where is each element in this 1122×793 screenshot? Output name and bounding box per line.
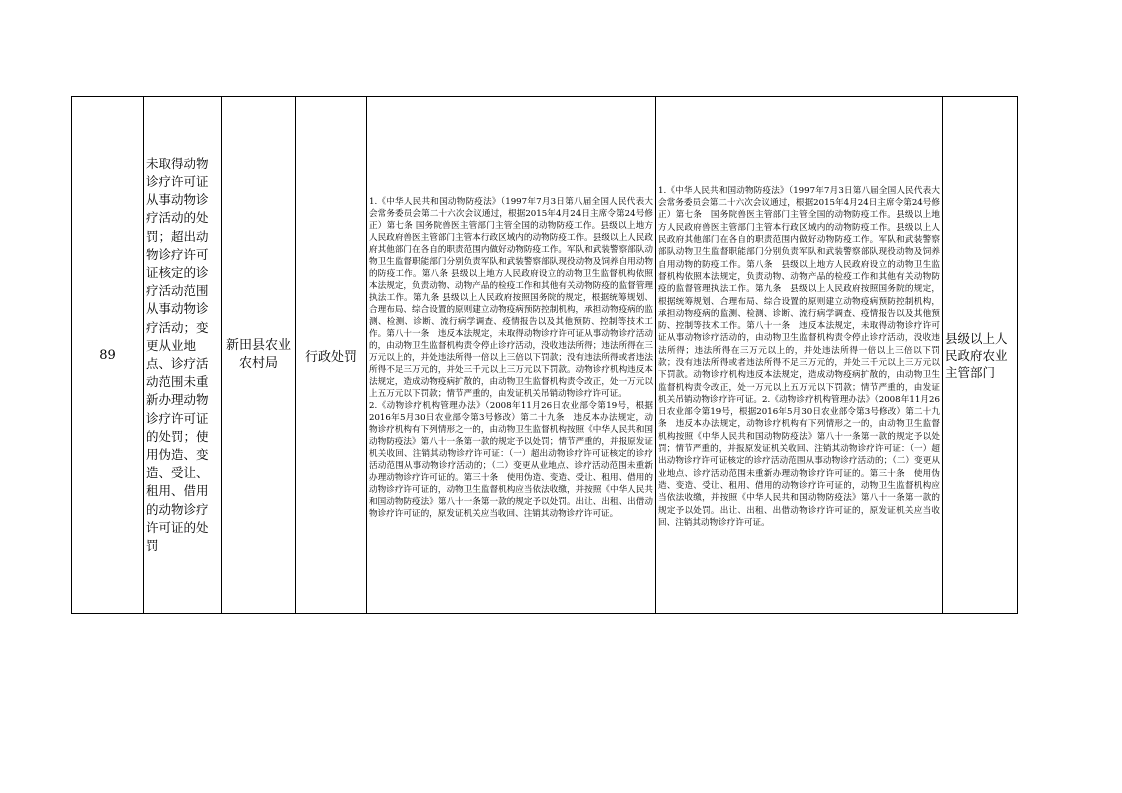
row-number-cell bbox=[72, 97, 144, 614]
legal-basis-cell bbox=[367, 97, 656, 614]
implementation-basis-cell bbox=[656, 97, 943, 614]
power-type-cell bbox=[296, 97, 367, 614]
implementation-basis-text-wrap bbox=[658, 181, 940, 529]
authority-cell bbox=[943, 97, 1018, 614]
legal-basis-text-wrap bbox=[369, 190, 653, 520]
table-row bbox=[72, 97, 1018, 614]
item-name-cell bbox=[144, 97, 222, 614]
row-number: 89 bbox=[99, 347, 116, 363]
department-cell bbox=[222, 97, 296, 614]
legal-basis-text: 1.《中华人民共和国动物防疫法》（1997年7月3日第八届全国人民代表大会常务委员会第二十六次会议通过，根据2015年4月24日主席令第24号修正）第七条 国务院兽医主管部门主管全国的动物防疫工作。县级以上地方人民政府兽医主管部门主管本行政区域内的动物防疫工作。县级以上人民政府其他部门在各自的职责范围内做好动物防疫工作。军队和武装警察部队动物卫生监督职能部门分别负责军队和武装警察部队现役动物及饲养自用动物的防疫工作。第八条 县级以上地方人民政府设立的动物卫生监督机构依照本法规定，负责动物、动物产品的检疫工作和其他有关动物防疫的监督管理执法工作。第九条 县级以上人民政府按照国务院的规定，根据统筹规划、合理布局、综合设置的原则建立动物疫病预防控制机构，承担动物疫病的监测、检测、诊断、流行病学调查、疫情报告以及其他预防、控制等技术工作。第八十一条 违反本法规定，未取得动物诊疗许可证从事动物诊疗活动的，由动物卫生监督机构责令停止诊疗活动，没收违法所得；违法所得在三万元以上的，并处违法所得一倍以上三倍以下罚款；没有违法所得或者违法所得不足三万元的，并处三千元以上三万元以下罚款。动物诊疗机构违反本法规定，造成动物疫病扩散的，由动物卫生监督机构责令改正，处一万元以上五万元以下罚款；情节严重的，由发证机关吊销动物诊疗许可证。 2.《动物诊疗机构管理办法》（2008年11月26日农业部令第19号，根据2016年5月30日农业部令第3号修改）第二十九条 违反本办法规定，动物诊疗机构有下列情形之一的，由动物卫生监督机构按照《中华人民共和国动物防疫法》第八十一条第一款的规定予以处罚；情节严重的，并报原发证机关收回、注销其动物诊疗许可证：（一）超出动物诊疗许可证核定的诊疗活动范围从事动物诊疗活动的；（二）变更从业地点、诊疗活动范围未重新办理动物诊疗许可证的。第三十条 使用伪造、变造、受让、租用、借用的动物诊疗许可证的，动物卫生监督机构应当依法收缴，并按照《中华人民共和国动物防疫法》第八十一条第一款的规定予以处罚。出让、出租、出借动物诊疗许可证的，原发证机关应当收回、注销其动物诊疗许可证。 bbox=[369, 197, 653, 519]
department-name: 新田县农业农村局 bbox=[225, 338, 291, 371]
item-name: 未取得动物诊疗许可证从事动物诊疗活动的处罚；超出动物诊疗许可证核定的诊疗活动范围从事动物诊疗活动；变更从业地点、诊疗活动范围未重新办理动物诊疗许可证的处罚；使用伪造、变造、受让、租用、借用的动物诊疗许可证的处罚 bbox=[146, 155, 209, 554]
power-list-table bbox=[71, 96, 1018, 614]
power-type: 行政处罚 bbox=[304, 349, 357, 365]
implementation-basis-text: 1.《中华人民共和国动物防疫法》（1997年7月3日第八届全国人民代表大会常务委员会第二十六次会议通过，根据2015年4月24日主席令第24号修正）第七条 国务院兽医主管部门主管全国的动物防疫工作。县级以上地方人民政府兽医主管部门主管本行政区域内的动物防疫工作。县级以上人民政府其他部门在各自的职责范围内做好动物防疫工作。军队和武装警察部队动物卫生监督职能部门分别负责军队和武装警察部队现役动物及饲养自用动物的防疫工作。第八条 县级以上地方人民政府设立的动物卫生监督机构依照本法规定，负责动物、动物产品的检疫工作和其他有关动物防疫的监督管理执法工作。第九条 县级以上人民政府按照国务院的规定，根据统筹规划、合理布局、综合设置的原则建立动物疫病预防控制机构，承担动物疫病的监测、检测、诊断、流行病学调查、疫情报告以及其他预防、控制等技术工作。第八十一条 违反本法规定，未取得动物诊疗许可证从事动物诊疗活动的，由动物卫生监督机构责令停止诊疗活动，没收违法所得；违法所得在三万元以上的，并处违法所得一倍以上三倍以下罚款；没有违法所得或者违法所得不足三万元的，并处三千元以上三万元以下罚款。动物诊疗机构违反本法规定，造成动物疫病扩散的，由动物卫生监督机构责令改正，处一万元以上五万元以下罚款；情节严重的，由发证机关吊销动物诊疗许可证。2.《动物诊疗机构管理办法》（2008年11月26日农业部令第19号，根据2016年5月30日农业部令第3号修改）第二十九条 违反本办法规定，动物诊疗机构有下列情形之一的，由动物卫生监督机构按照《中华人民共和国动物防疫法》第八十一条第一款的规定予以处罚；情节严重的，并报原发证机关收回、注销其动物诊疗许可证：（一）超出动物诊疗许可证核定的诊疗活动范围从事动物诊疗活动的；（二）变更从业地点、诊疗活动范围未重新办理动物诊疗许可证的。第三十条 使用伪造、变造、受让、租用、借用的动物诊疗许可证的，动物卫生监督机构应当依法收缴，并按照《中华人民共和国动物防疫法》第八十一条第一款的规定予以处罚。出让、出租、出借动物诊疗许可证的，原发证机关应当收回、注销其动物诊疗许可证。 bbox=[658, 185, 940, 528]
authority-name: 县级以上人民政府农业主管部门 bbox=[945, 330, 1008, 380]
